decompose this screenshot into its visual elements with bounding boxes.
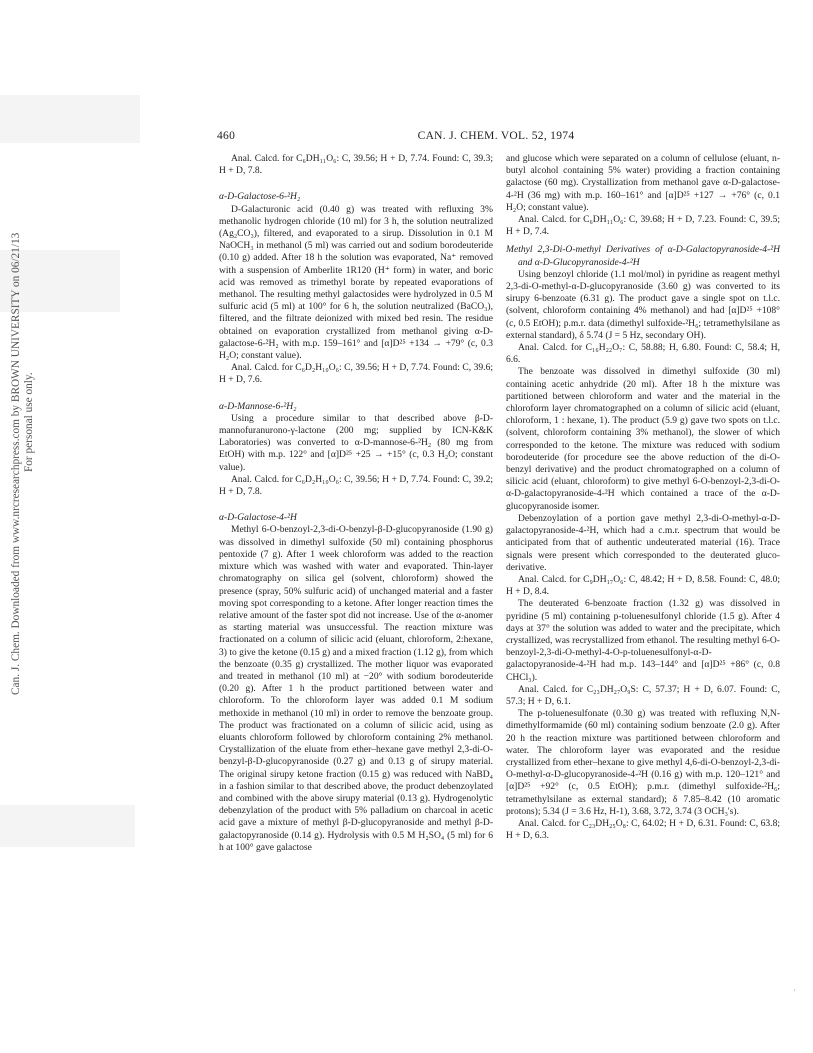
analysis-paragraph: Anal. Calcd. for C₁₆H₂₂O₇: C, 58.88; H, 6.80. Found: C, 58.4; H, 6.6. bbox=[506, 342, 780, 366]
section-heading: α-D-Galactose-4-²H bbox=[219, 512, 297, 524]
analysis-paragraph: Anal. Calcd. for C₂₃DH₂₇O₉S: C, 57.37; H + D, 6.07. Found: C, 57.3; H + D, 6.1. bbox=[506, 683, 780, 707]
scan-smudge bbox=[0, 805, 135, 847]
section-heading: Methyl 2,3-Di-O-methyl Derivatives of α-D-Galactopyranoside-4-²H and α-D-Glucopyranoside-4-²H bbox=[506, 244, 780, 268]
analysis-paragraph: Anal. Calcd. for C₆DH₁₁O₆: C, 39.56; H + D, 7.74. Found: C, 39.3; H + D, 7.8. bbox=[219, 153, 493, 177]
right-column bbox=[506, 153, 780, 842]
analysis-paragraph: Anal. Calcd. for C₂₃DH₂₅O₈: C, 64.02; H + D, 6.31. Found: C, 63.8; H + D, 6.3. bbox=[506, 817, 780, 842]
body-paragraph: The p-toluenesulfonate (0.30 g) was treated with refluxing N,N-dimethylformamide (60 ml) containing sodium benzoate (2.0 g). After 20 h the reaction mixture was partitioned between chloroform and water. The chloroform layer was evaporated and the residue crystallized from ether–hexane to give methyl 4,6-di-O-benzoyl-2,3-di-O-methyl-α-D-glucopyranoside-4-²H (0.16 g) with m.p. 120–121° and [α]D²⁵ +92° (c, 0.5 EtOH); p.m.r. (dimethyl sulfoxide-²H₆; tetramethylsilane as external standard); δ 7.85–8.42 (10 aromatic protons); 5.34 (J = 3.6 Hz, H-1), 3.68, 3.72, 3.74 (3 OCH₃'s). bbox=[506, 708, 780, 817]
section-heading: α-D-Galactose-6-²H₂ bbox=[219, 191, 301, 203]
scan-mark: · bbox=[793, 985, 796, 995]
analysis-paragraph: Anal. Calcd. for C₆DH₁₁O₆: C, 39.68; H + D, 7.23. Found: C, 39.5; H + D, 7.4. bbox=[506, 214, 780, 238]
analysis-paragraph: Anal. Calcd. for C₉DH₁₇O₆: C, 48.42; H + D, 8.58. Found: C, 48.0; H + D, 8.4. bbox=[506, 573, 780, 598]
page-number: 460 bbox=[217, 130, 236, 142]
body-paragraph: Methyl 6-O-benzoyl-2,3-di-O-benzyl-β-D-glucopyranoside (1.90 g) was dissolved in dimethyl sulfoxide (50 ml) containing phosphorus pentoxide (7 g). After 1 week chloroform was added to the reaction mixture which was washed with water and evaporated. Thin-layer chromatography on silica gel (solvent, chloroform) showed the presence (spray, 50% sulfuric acid) of unchanged material and a faster moving spot corresponding to a ketone. After longer reaction times the relative amount of the faster spot did not increase. Use of the α-anomer as starting material was unsuccessful. The reaction mixture was fractionated on a column of silicic acid (eluant, chloroform, 2:hexane, 3) to give the ketone (0.15 g) and a mixed fraction (1.12 g), from which the benzoate (0.35 g) crystallized. The mother liquor was evaporated and treated in methanol (10 ml) at −20° with sodium borodeuteride (0.20 g). After 1 h the product partitioned between water and chloroform. To the chloroform layer was added 0.1 M sodium methoxide in methanol (10 ml) in order to remove the benzoate group. The product was fractionated on a column of silicic acid, using as eluants chloroform followed by chloroform containing 2% methanol. Crystallization of the eluate from ether–hexane gave methyl 2,3-di-O-benzyl-β-D-glucopyranoside (0.27 g) and 0.13 g of sirupy material. The original sirupy ketone fraction (0.15 g) was reduced with NaBD₄ in a fashion similar to that described above, the product debenzoylated and combined with the above sirupy material (0.13 g). Hydrogenolytic debenzylation of the product with 5% palladium on charcoal in acetic acid gave a mixture of methyl β-D-glucopyranoside and methyl β-D-galactopyranoside (0.14 g). Hydrolysis with 0.5 M H₂SO₄ (5 ml) for 6 h at 100° gave galactose bbox=[219, 524, 493, 853]
body-paragraph: and glucose which were separated on a column of cellulose (eluant, n-butyl alcohol containing 5% water) providing a fraction containing galactose (60 mg). Crystallization from methanol gave α-D-galactose-4-²H (36 mg) with m.p. 160–161° and [α]D²⁵ +127 → +76° (c, 0.1 H₂O; constant value). bbox=[506, 153, 780, 213]
section-heading: α-D-Mannose-6-²H₂ bbox=[219, 400, 297, 412]
body-paragraph: Using a procedure similar to that described above β-D-mannofuranurono-γ-lactone (200 mg; supplied by ICN-K&K Laboratories) was converted to α-D-mannose-6-²H₂ (80 mg from EtOH) with m.p. 122° and [α]D²⁵ +25 → +15° (c, 0.3 H₂O; constant value). bbox=[219, 412, 493, 473]
body-paragraph: Using benzoyl chloride (1.1 mol/mol) in pyridine as reagent methyl 2,3-di-O-methyl-α-D-glucopyranoside (3.60 g) was converted to its sirupy 6-benzoate (6.31 g). The product gave a single spot on t.l.c. (solvent, chloroform containing 4% methanol) and had [α]D²⁵ +108° (c, 0.5 EtOH); p.m.r. data (dimethyl sulfoxide-²H₆; tetramethylsilane as external standard), δ 5.74 (J = 5 Hz, secondary OH). bbox=[506, 268, 780, 341]
journal-citation: CAN. J. CHEM. VOL. 52, 1974 bbox=[417, 130, 575, 142]
download-notice: Can. J. Chem. Downloaded from www.nrcresearchpress.com by BROWN UNIVERSITY on 06/21/13 bbox=[10, 232, 22, 695]
analysis-paragraph: Anal. Calcd. for C₆D₂H₁₀O₆: C, 39.56; H + D, 7.74. Found: C, 39.2; H + D, 7.8. bbox=[219, 473, 493, 498]
body-paragraph: Debenzoylation of a portion gave methyl 2,3-di-O-methyl-α-D-galactopyranoside-4-²H, which had a c.m.r. spectrum that would be anticipated from that of authentic undeuterated material (16). Trace signals were present which corresponded to the deuterated gluco-derivative. bbox=[506, 512, 780, 573]
personal-use-notice: For personal use only. bbox=[23, 372, 35, 472]
download-watermark bbox=[2, 135, 36, 695]
body-paragraph: The deuterated 6-benzoate fraction (1.32 g) was dissolved in pyridine (5 ml) containing p-toluenesulfonyl chloride (1.5 g). After 4 days at 37° the solution was added to water and the precipitate, which crystallized, was recrystallized from ethanol. The resulting methyl 6-O-benzoyl-2,3-di-O-methyl-4-O-p-toluenesulfonyl-α-D-galactopyranoside-4-²H had m.p. 143–144° and [α]D²⁵ +86° (c, 0.8 CHCl₃). bbox=[506, 598, 780, 683]
analysis-paragraph: Anal. Calcd. for C₆D₂H₁₀O₆: C, 39.56; H + D, 7.74. Found: C, 39.6; H + D, 7.6. bbox=[219, 362, 493, 386]
body-paragraph: D-Galacturonic acid (0.40 g) was treated with refluxing 3% methanolic hydrogen chloride (10 ml) for 3 h, the solution neutralized (Ag₂CO₃), filtered, and evaporated to a sirup. Dissolution in 0.1 M NaOCH₃ in methanol (5 ml) was carried out and sodium borodeuteride (0.10 g) added. After 18 h the solution was evaporated, Na⁺ removed with a suspension of Amberlite 1R120 (H⁺ form) in water, and boric acid was removed as trimethyl borate by repeated evaporations of methanol. The resulting methyl galactosides were hydrolyzed in 0.5 M sulfuric acid (5 ml) at 100° for 6 h, the solution neutralized (BaCO₃), filtered, and the filtrate deionized with mixed bed resin. The residue obtained on evaporation crystallized from methanol giving α-D-galactose-6-²H₂ with m.p. 159–161° and [α]D²⁵ +134 → +79° (c, 0.3 H₂O; constant value). bbox=[219, 203, 493, 362]
left-column bbox=[219, 153, 493, 854]
body-paragraph: The benzoate was dissolved in dimethyl sulfoxide (30 ml) containing acetic anhydride (20 ml). After 18 h the mixture was partitioned between chloroform and water and the material in the chloroform layer chromatographed on a column of silicic acid (eluant, chloroform, 1 : hexane, 1). The product (5.9 g) gave two spots on t.l.c. (solvent, chloroform containing 3% methanol), the slower of which corresponded to the ketone. The mixture was reduced with sodium borodeuteride (for procedure see the above reduction of the di-O-benzyl derivative) and the product chromatographed on a column of silicic acid (eluant, chloroform) to give methyl 6-O-benzoyl-2,3-di-O-α-D-galactopyranoside-4-²H which contained a trace of the α-D-glucopyranoside isomer. bbox=[506, 366, 780, 512]
